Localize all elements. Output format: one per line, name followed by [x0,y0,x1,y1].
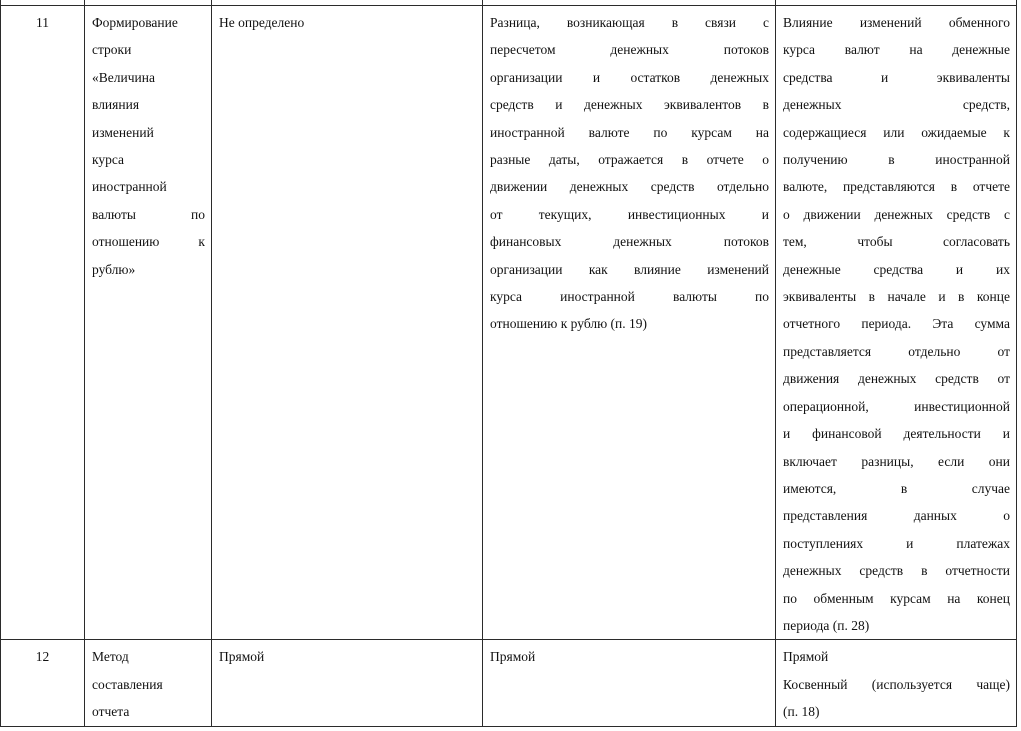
cell-line: влияния [92,97,140,113]
cell-line: и финансовой деятельности и [783,426,1010,442]
cell-line: изменений [92,124,154,140]
cell-line: Прямой [490,649,536,665]
cell-line: иностранной валюте по курсам на [490,124,769,140]
cell-line: пересчетом денежных потоков [490,42,769,58]
cell-line: иностранной [92,179,167,195]
cell-line: курса [92,152,125,168]
standard-b-cell [483,640,776,726]
cell-line: организации и остатков денежных [490,69,769,85]
cell-line: представления данных о [783,508,1010,524]
cell-line: средств и денежных эквивалентов в [490,97,769,113]
cell-line: Прямой [219,649,265,665]
table-row [1,640,1017,726]
cell-line: Разница, возникающая в связи с [490,15,769,30]
cell-line: отчетного периода. Эта сумма [783,316,1010,332]
cell-line: Формирование [92,15,178,30]
cell-line: организации как влияние изменений [490,261,769,277]
cell-line: финансовых денежных потоков [490,234,769,250]
cell-line: «Величина [92,69,155,85]
cell-line: включает разницы, если они [783,453,1010,469]
indicator-cell [85,640,212,726]
cell-line: движении денежных средств отдельно [490,179,769,195]
standard-c-cell [776,6,1017,640]
cell-line: составления [92,676,163,692]
cell-line: Не определено [219,15,305,30]
cell-line: эквиваленты в начале и в конце [783,289,1010,305]
cell-line: Косвенный (используется чаще) [783,676,1010,692]
standard-a-cell [212,640,483,726]
row-number: 12 [1,640,85,726]
cell-line: валюты по [92,206,205,222]
cell-line: разные даты, отражается в отчете о [490,152,769,168]
cell-line: периода (п. 28) [783,617,870,633]
standard-a-cell [212,6,483,640]
cell-line: (п. 18) [783,704,820,720]
cell-line: по обменным курсам на конец [783,590,1010,606]
cell-line: денежных средств в отчетности [783,563,1010,579]
cell-line: отчета [92,704,130,720]
cell-line: представляется отдельно от [783,343,1010,359]
cell-line: валюте, представляются в отчете [783,179,1010,195]
cell-line: средства и эквиваленты [783,69,1010,85]
cell-line: Прямой [783,649,829,665]
row-number: 11 [1,6,85,640]
indicator-cell [85,6,212,640]
cell-line: курса валют на денежные [783,42,1010,58]
cell-line: курса иностранной валюты по [490,289,769,305]
cell-line: о движении денежных средств с [783,206,1010,222]
cell-line: Метод [92,649,129,665]
cell-line: от текущих, инвестиционных и [490,206,769,222]
cell-line: движения денежных средств от [783,371,1010,387]
cell-line: рублю» [92,261,136,277]
cell-line: отношению к рублю (п. 19) [490,316,648,332]
cell-line: содержащиеся или ожидаемые к [783,124,1010,140]
standard-b-cell [483,6,776,640]
cell-line: отношению к [92,234,205,250]
cell-line: тем, чтобы согласовать [783,234,1010,250]
cell-line: поступлениях и платежах [783,535,1010,551]
cell-line: операционной, инвестиционной [783,398,1010,414]
cell-line: Влияние изменений обменного [783,15,1010,30]
table-row [1,6,1017,640]
cell-line: денежные средства и их [783,261,1010,277]
cell-line: строки [92,42,132,58]
cell-line: получению в иностранной [783,152,1010,168]
standard-c-cell [776,640,1017,726]
cell-line: имеются, в случае [783,480,1010,496]
cell-line: денежных средств, [783,97,1010,113]
